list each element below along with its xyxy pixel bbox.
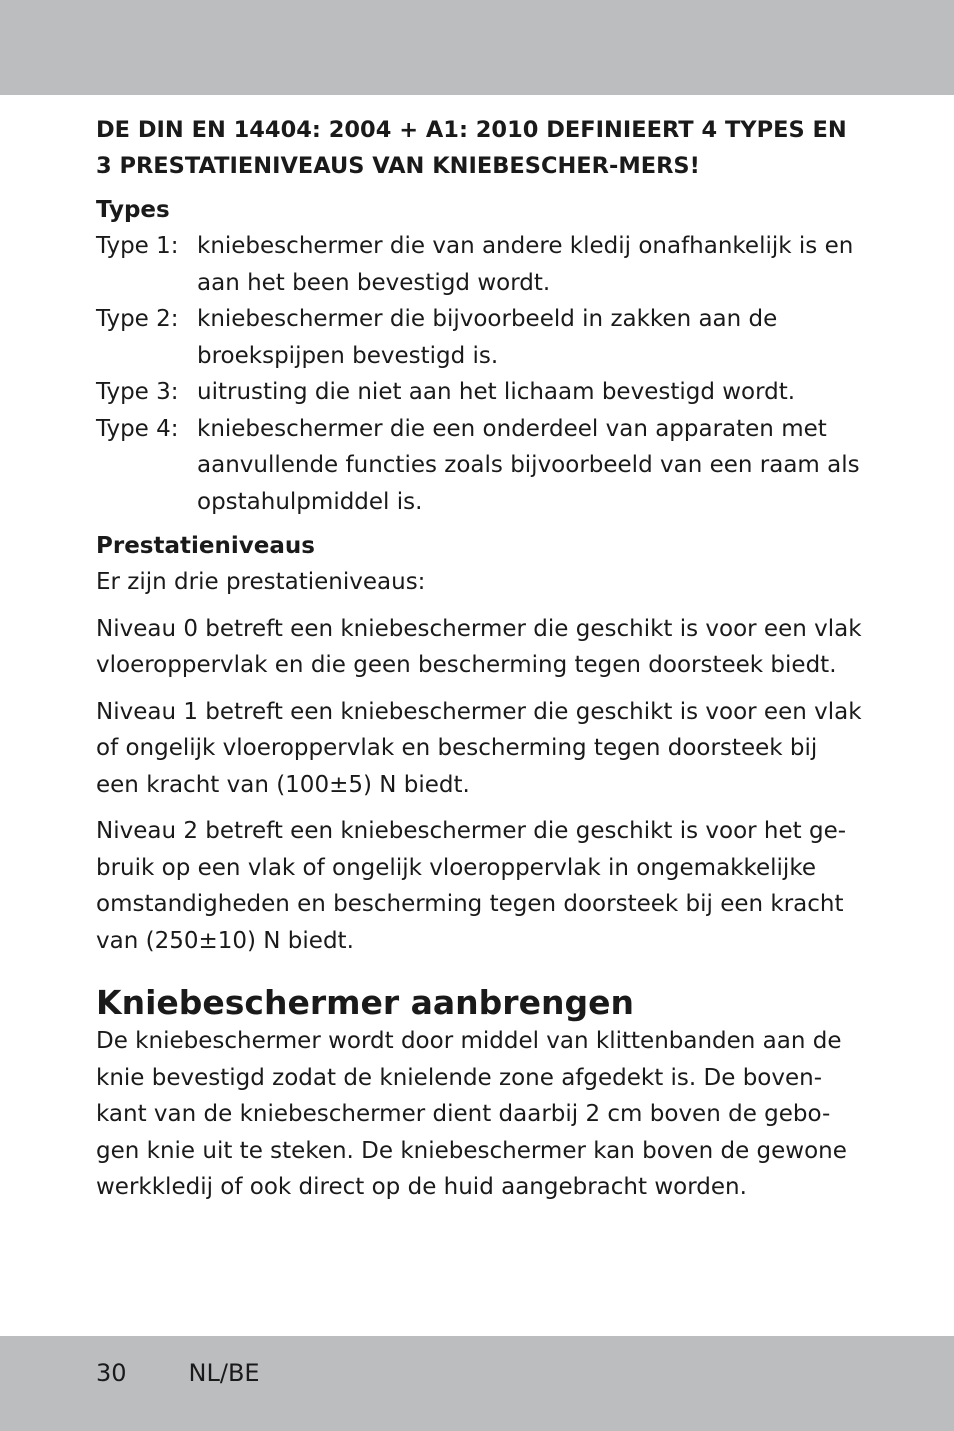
level-paragraph: Niveau 0 betreft een kniebeschermer die geschikt is voor een vlak vloeroppervlak en die geen bescherming tegen doorsteek biedt. xyxy=(96,615,862,678)
page-content xyxy=(96,112,866,1206)
type-text: kniebeschermer die een onderdeel van apparaten met aanvullende functies zoals bijvoorbeeld van een raam als opstahulpmiddel is. xyxy=(197,415,860,515)
intro-heading: DE DIN EN 14404: 2004 + A1: 2010 DEFINIEERT 4 TYPES EN 3 PRESTATIENIVEAUS VAN KNIEBESCHER-MERS! xyxy=(96,117,847,179)
locale-label: NL/BE xyxy=(188,1359,260,1387)
type-label: Type 3: xyxy=(96,379,179,405)
type-text: uitrusting die niet aan het lichaam bevestigd wordt. xyxy=(197,379,796,405)
types-heading: Types xyxy=(96,197,170,223)
section-body: De kniebeschermer wordt door middel van klittenbanden aan de knie bevestigd zodat de knielende zone afgedekt is. De boven-kant van de kniebeschermer dient daarbij 2 cm boven de gebo-gen knie uit te steken. De kniebeschermer kan boven de gewone werkkledij of ook direct op de huid aangebracht worden. xyxy=(96,1028,847,1200)
level-paragraph: Niveau 1 betreft een kniebeschermer die geschikt is voor een vlak of ongelijk vloeroppervlak en bescherming tegen doorsteek bij een kracht van (100±5) N biedt. xyxy=(96,698,862,798)
levels-intro: Er zijn drie prestatieniveaus: xyxy=(96,569,426,595)
levels-heading: Prestatieniveaus xyxy=(96,533,315,559)
type-item xyxy=(96,411,866,521)
types-list xyxy=(96,228,866,520)
page-number: 30 xyxy=(96,1359,127,1387)
type-label: Type 4: xyxy=(96,415,179,442)
type-item xyxy=(96,374,866,411)
type-text: kniebeschermer die bijvoorbeeld in zakken aan de broekspijpen bevestigd is. xyxy=(197,306,778,369)
page-footer xyxy=(96,1355,260,1391)
type-label: Type 1: xyxy=(96,233,179,259)
section-title: Kniebeschermer aanbrengen xyxy=(96,983,634,1022)
level-paragraph: Niveau 2 betreft een kniebeschermer die geschikt is voor het ge-bruik op een vlak of ongelijk vloeroppervlak in ongemakkelijke omstandigheden en bescherming tegen doorsteek bij een kracht van (250±10) N biedt. xyxy=(96,818,847,954)
type-label: Type 2: xyxy=(96,306,179,332)
type-item xyxy=(96,301,866,374)
type-text: kniebeschermer die van andere kledij onafhankelijk is en aan het been bevestigd wordt. xyxy=(197,233,854,296)
header-band xyxy=(0,0,954,95)
type-item xyxy=(96,228,866,301)
